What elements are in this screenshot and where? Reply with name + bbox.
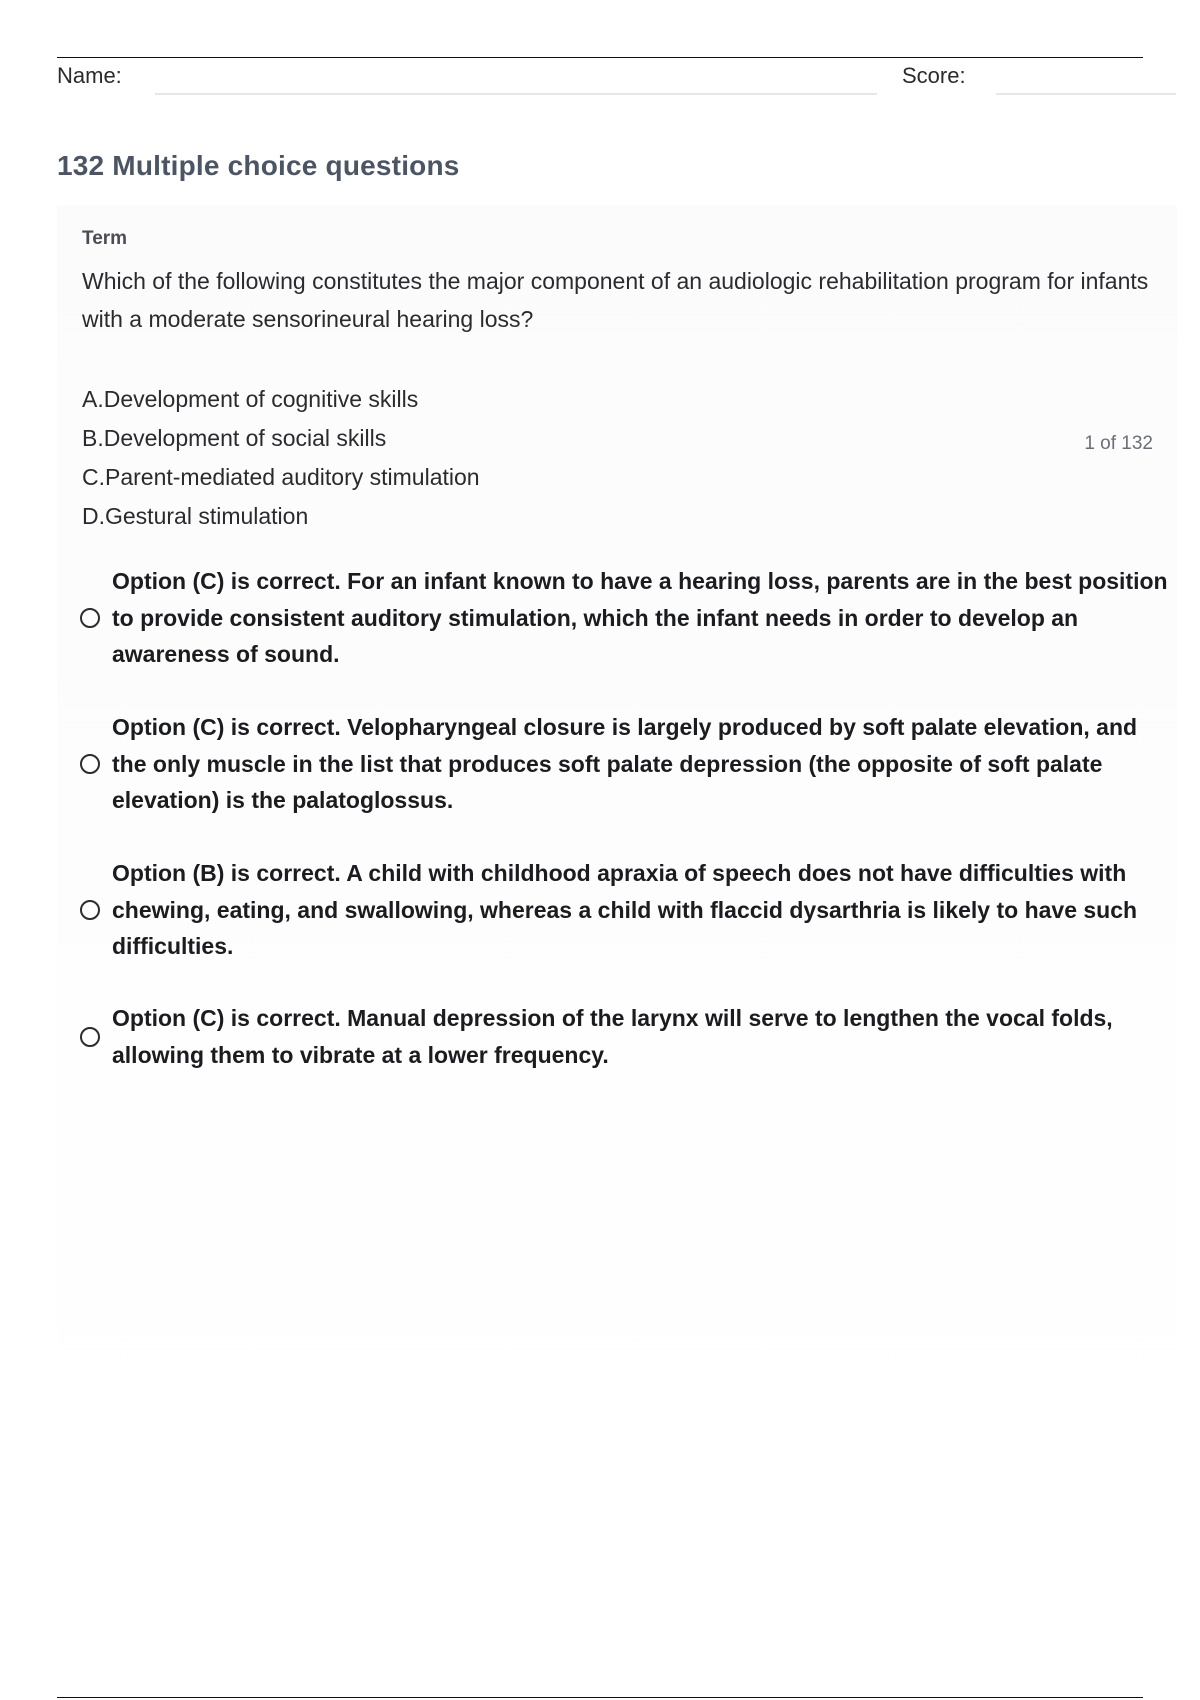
choice-item: B.Development of social skills <box>82 425 387 451</box>
name-field[interactable] <box>155 93 877 95</box>
top-divider <box>57 57 1143 58</box>
choice-list <box>82 380 480 536</box>
answer-option-3[interactable] <box>80 855 1170 965</box>
section-title: 132 Multiple choice questions <box>57 150 460 181</box>
bottom-divider <box>57 1697 1143 1698</box>
answer-option-1[interactable] <box>80 563 1170 673</box>
choice-item: D.Gestural stimulation <box>82 503 309 529</box>
question-text: Which of the following constitutes the major component of an audiologic rehabilitation program for infants with a moderate sensorineural hearing loss? <box>82 268 1149 332</box>
choice-item: A.Development of cognitive skills <box>82 386 419 412</box>
name-label: Name: <box>57 63 122 88</box>
radio-button-icon[interactable] <box>80 754 100 774</box>
answer-text: Option (C) is correct. Manual depression of the larynx will serve to lengthen the vocal folds, allowing them to vibrate at a lower frequency. <box>112 1005 1113 1068</box>
radio-button-icon[interactable] <box>80 608 100 628</box>
radio-button-icon[interactable] <box>80 1027 100 1047</box>
answer-text: Option (C) is correct. Velopharyngeal closure is largely produced by soft palate elevation, and the only muscle in the list that produces soft palate depression (the opposite of soft palate elevation) is the palatoglossus. <box>112 714 1138 813</box>
score-field[interactable] <box>996 93 1176 95</box>
answer-text: Option (B) is correct. A child with childhood apraxia of speech does not have difficulties with chewing, eating, and swallowing, whereas a child with flaccid dysarthria is likely to have such difficulties. <box>112 860 1138 959</box>
answer-text: Option (C) is correct. For an infant known to have a hearing loss, parents are in the best position to provide consistent auditory stimulation, which the infant needs in order to develop an awareness of sound. <box>112 568 1168 667</box>
answer-option-2[interactable] <box>80 709 1170 819</box>
question-counter: 1 of 132 <box>1084 433 1153 454</box>
choice-item: C.Parent-mediated auditory stimulation <box>82 464 480 490</box>
term-label: Term <box>82 228 128 249</box>
score-label: Score: <box>902 63 966 88</box>
radio-button-icon[interactable] <box>80 900 100 920</box>
answer-option-4[interactable] <box>80 1000 1170 1073</box>
